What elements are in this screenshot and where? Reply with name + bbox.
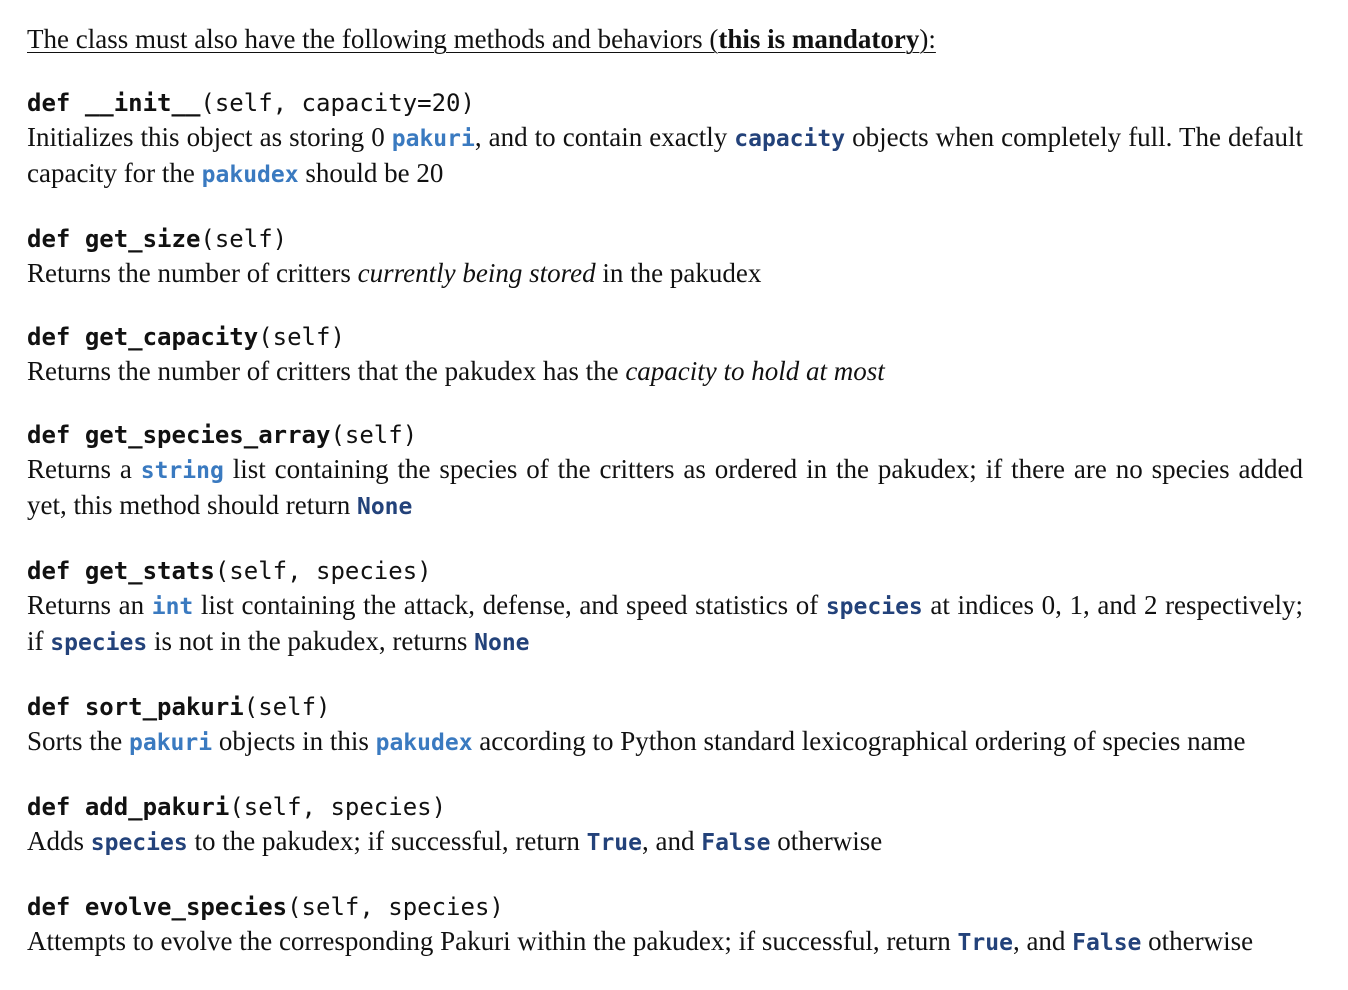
code-true: True: [586, 830, 642, 856]
desc-text: in the pakudex: [595, 258, 762, 288]
document-page: [27, 14, 1303, 990]
code-pakuri: pakuri: [391, 126, 475, 152]
method-evolve-species: [27, 890, 1303, 960]
code-pakuri: pakuri: [129, 730, 213, 756]
desc-text: Returns a: [27, 454, 141, 484]
def-keyword: def: [27, 225, 71, 253]
method-args: (self): [330, 421, 418, 449]
desc-text: otherwise: [770, 826, 883, 856]
desc-text: Attempts to evolve the corresponding Pakuri within the pakudex; if successful, return: [27, 926, 958, 956]
method-description: [27, 452, 1303, 524]
method-init: [27, 86, 1303, 192]
method-args: (self): [200, 225, 288, 253]
method-args: (self, capacity=20): [200, 89, 475, 117]
code-false: False: [1072, 930, 1142, 956]
desc-text: according to Python standard lexicographical ordering of species name: [472, 726, 1246, 756]
code-species: species: [50, 630, 148, 656]
code-none: None: [356, 494, 413, 520]
desc-text: Returns the number of critters: [27, 258, 358, 288]
emphasis-text: capacity to hold at most: [625, 356, 885, 386]
method-signature: [27, 222, 1303, 256]
method-signature: [27, 418, 1303, 452]
method-description: [27, 120, 1303, 192]
method-description: [27, 354, 1303, 388]
method-signature: [27, 554, 1303, 588]
desc-text: should be 20: [298, 158, 444, 188]
method-get-species-array: [27, 418, 1303, 524]
desc-text: Sorts the: [27, 726, 130, 756]
method-name: add_pakuri: [84, 793, 230, 821]
method-signature: [27, 690, 1303, 724]
code-pakudex: pakudex: [375, 730, 473, 756]
code-string: string: [140, 458, 224, 484]
intro-suffix: ):: [919, 24, 936, 54]
intro-heading: [27, 22, 1303, 56]
emphasis-text: currently being stored: [357, 258, 596, 288]
desc-text: , and: [1012, 926, 1073, 956]
desc-text: Initializes this object as storing 0: [27, 122, 392, 152]
def-keyword: def: [27, 323, 71, 351]
method-signature: [27, 86, 1303, 120]
method-name: get_stats: [84, 557, 215, 585]
desc-text: otherwise: [1141, 926, 1254, 956]
desc-text: at indices 0, 1, and 2 respectively; if: [27, 590, 1304, 656]
desc-text: list containing the species of the critters as ordered in the pakudex; if there are no species added yet, this method should return: [27, 454, 1303, 520]
method-get-stats: [27, 554, 1303, 660]
method-sort-pakuri: [27, 690, 1303, 760]
method-signature: [27, 320, 1303, 354]
def-keyword: def: [27, 793, 71, 821]
method-get-size: [27, 222, 1303, 290]
method-name: get_species_array: [84, 421, 331, 449]
desc-text: is not in the pakudex, returns: [147, 626, 475, 656]
code-species: species: [90, 830, 188, 856]
code-false: False: [701, 830, 771, 856]
desc-text: Adds: [27, 826, 91, 856]
method-name: get_capacity: [84, 323, 259, 351]
method-description: [27, 724, 1303, 760]
def-keyword: def: [27, 893, 71, 921]
def-keyword: def: [27, 693, 71, 721]
intro-prefix: The class must also have the following methods and behaviors (: [27, 24, 719, 54]
code-pakudex: pakudex: [201, 162, 299, 188]
desc-text: objects in this: [212, 726, 376, 756]
method-description: [27, 256, 1303, 290]
intro-mandatory: this is mandatory: [718, 24, 920, 54]
method-signature: [27, 890, 1303, 924]
method-args: (self): [243, 693, 331, 721]
method-args: (self, species): [287, 893, 504, 921]
def-keyword: def: [27, 89, 71, 117]
method-description: [27, 824, 1303, 860]
desc-text: , and to contain exactly: [474, 122, 735, 152]
desc-text: list containing the attack, defense, and speed statistics of: [193, 590, 826, 620]
code-capacity: capacity: [734, 126, 846, 152]
def-keyword: def: [27, 421, 71, 449]
code-species: species: [825, 594, 923, 620]
method-name: evolve_species: [84, 893, 288, 921]
code-none: None: [474, 630, 530, 656]
method-description: [27, 924, 1303, 960]
method-args: (self): [258, 323, 345, 351]
code-int: int: [151, 594, 194, 620]
method-name: sort_pakuri: [84, 693, 244, 721]
method-name: __init__: [84, 89, 201, 117]
method-args: (self, species): [229, 793, 447, 821]
desc-text: Returns the number of critters that the pakudex has the: [27, 356, 626, 386]
desc-text: Returns an: [27, 590, 152, 620]
code-true: True: [957, 930, 1013, 956]
desc-text: objects when completely full. The default capacity for the: [27, 122, 1303, 188]
desc-text: , and: [641, 826, 702, 856]
method-signature: [27, 790, 1303, 824]
method-name: get_size: [84, 225, 201, 253]
def-keyword: def: [27, 557, 71, 585]
method-add-pakuri: [27, 790, 1303, 860]
method-description: [27, 588, 1303, 660]
method-args: (self, species): [214, 557, 432, 585]
method-get-capacity: [27, 320, 1303, 388]
desc-text: to the pakudex; if successful, return: [187, 826, 587, 856]
